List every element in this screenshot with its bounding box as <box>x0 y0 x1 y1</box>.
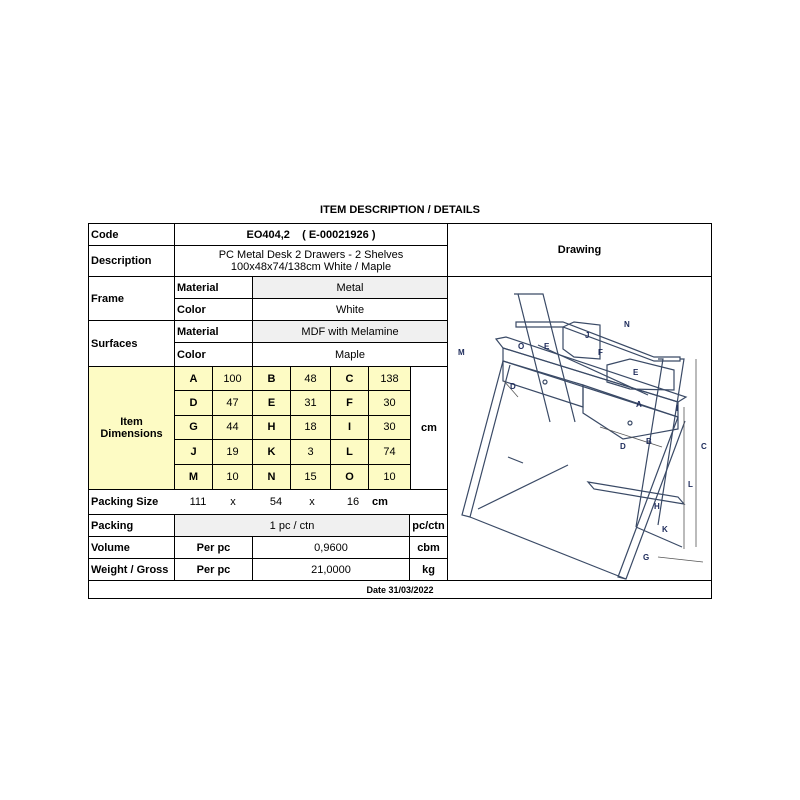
dimension-key: C <box>331 367 369 391</box>
label-e-top: E <box>633 368 639 377</box>
dimension-value: 100 <box>213 367 253 391</box>
frame-label: Frame <box>91 292 125 305</box>
dimension-key: E <box>253 391 291 415</box>
description-line-1: PC Metal Desk 2 Drawers - 2 Shelves <box>218 249 404 261</box>
description-label: Description <box>91 255 152 267</box>
dimension-key: M <box>175 465 213 489</box>
dimensions-unit: cm <box>421 422 437 434</box>
dimension-value: 74 <box>369 440 411 464</box>
dimension-key: F <box>331 391 369 415</box>
packing-times-1: x <box>230 496 236 508</box>
dimensions-grid <box>175 367 411 489</box>
dimension-key: H <box>253 416 291 440</box>
dimension-value: 47 <box>213 391 253 415</box>
dimension-value: 19 <box>213 440 253 464</box>
packing-label: Packing <box>91 519 134 532</box>
weight-label: Weight / Gross <box>91 563 169 576</box>
dimensions-label-line-2: Dimensions <box>100 428 163 440</box>
label-n: N <box>624 320 630 329</box>
label-d-left: D <box>510 382 516 391</box>
label-b: B <box>646 437 652 446</box>
dimension-key: I <box>331 416 369 440</box>
packing-height: 16 <box>346 496 360 508</box>
weight-per: Per pc <box>196 563 231 576</box>
dimension-value: 10 <box>369 465 411 489</box>
dimension-key: D <box>175 391 213 415</box>
frame-material-label: Material <box>177 281 219 294</box>
label-m: M <box>458 348 465 357</box>
desk-drawing <box>448 277 711 580</box>
drawing-labels <box>458 320 707 562</box>
dimension-value: 30 <box>369 416 411 440</box>
label-d-right: D <box>620 442 626 451</box>
dimension-value: 31 <box>291 391 331 415</box>
label-e-left: E <box>544 342 550 351</box>
surfaces-material-label: Material <box>177 325 219 338</box>
description-value <box>175 246 447 276</box>
packing-times-2: x <box>309 496 315 508</box>
code-label: Code <box>91 228 119 241</box>
label-c: C <box>701 442 707 451</box>
frame-color-label: Color <box>177 303 206 316</box>
volume-unit: cbm <box>417 541 440 554</box>
dimension-key: J <box>175 440 213 464</box>
dimension-key: B <box>253 367 291 391</box>
document-title: ITEM DESCRIPTION / DETAILS <box>320 204 480 216</box>
packing-width: 54 <box>269 496 283 508</box>
packing-value: 1 pc / ctn <box>175 515 409 536</box>
label-a: A <box>636 400 642 409</box>
label-g: G <box>643 553 650 562</box>
description-line-2: 100x48x74/138cm White / Maple <box>230 261 392 273</box>
document-date: Date 31/03/2022 <box>366 584 434 595</box>
surfaces-label: Surfaces <box>91 337 138 350</box>
surfaces-color-label: Color <box>177 348 206 361</box>
packing-unit: pc/ctn <box>412 519 445 532</box>
label-o: O <box>518 342 525 351</box>
dimension-value: 138 <box>369 367 411 391</box>
drawing-label: Drawing <box>557 244 602 256</box>
volume-value: 0,9600 <box>314 541 348 554</box>
dimension-value: 48 <box>291 367 331 391</box>
label-j: J <box>585 331 590 340</box>
dimension-key: A <box>175 367 213 391</box>
dimensions-label-line-1: Item <box>120 416 143 428</box>
volume-per: Per pc <box>196 541 231 554</box>
dimension-value: 44 <box>213 416 253 440</box>
desk-line-art <box>462 294 686 579</box>
dimension-key: N <box>253 465 291 489</box>
dimension-value: 15 <box>291 465 331 489</box>
surfaces-material-value: MDF with Melamine <box>253 321 447 342</box>
label-i: I <box>676 404 679 413</box>
dimension-value: 30 <box>369 391 411 415</box>
volume-label: Volume <box>91 541 130 554</box>
label-f: F <box>598 348 603 357</box>
dimension-key: K <box>253 440 291 464</box>
frame-color-value: White <box>335 303 365 316</box>
dimension-key: O <box>331 465 369 489</box>
frame-material-value: Metal <box>253 277 447 298</box>
label-h: H <box>654 502 660 511</box>
packing-size-label: Packing Size <box>91 496 159 508</box>
dimensions-label <box>89 367 174 489</box>
dimension-value: 18 <box>291 416 331 440</box>
dimension-value: 3 <box>291 440 331 464</box>
spec-sheet <box>88 223 712 599</box>
dimension-key: L <box>331 440 369 464</box>
packing-length: 111 <box>189 496 207 508</box>
packing-size-unit: cm <box>372 496 388 508</box>
dimension-value: 10 <box>213 465 253 489</box>
label-l: L <box>688 480 693 489</box>
code-value: EO404,2 ( E-00021926 ) <box>246 228 376 241</box>
weight-unit: kg <box>422 563 435 576</box>
dimension-key: G <box>175 416 213 440</box>
label-k: K <box>662 525 668 534</box>
surfaces-color-value: Maple <box>335 348 365 361</box>
weight-value: 21,0000 <box>311 563 351 576</box>
